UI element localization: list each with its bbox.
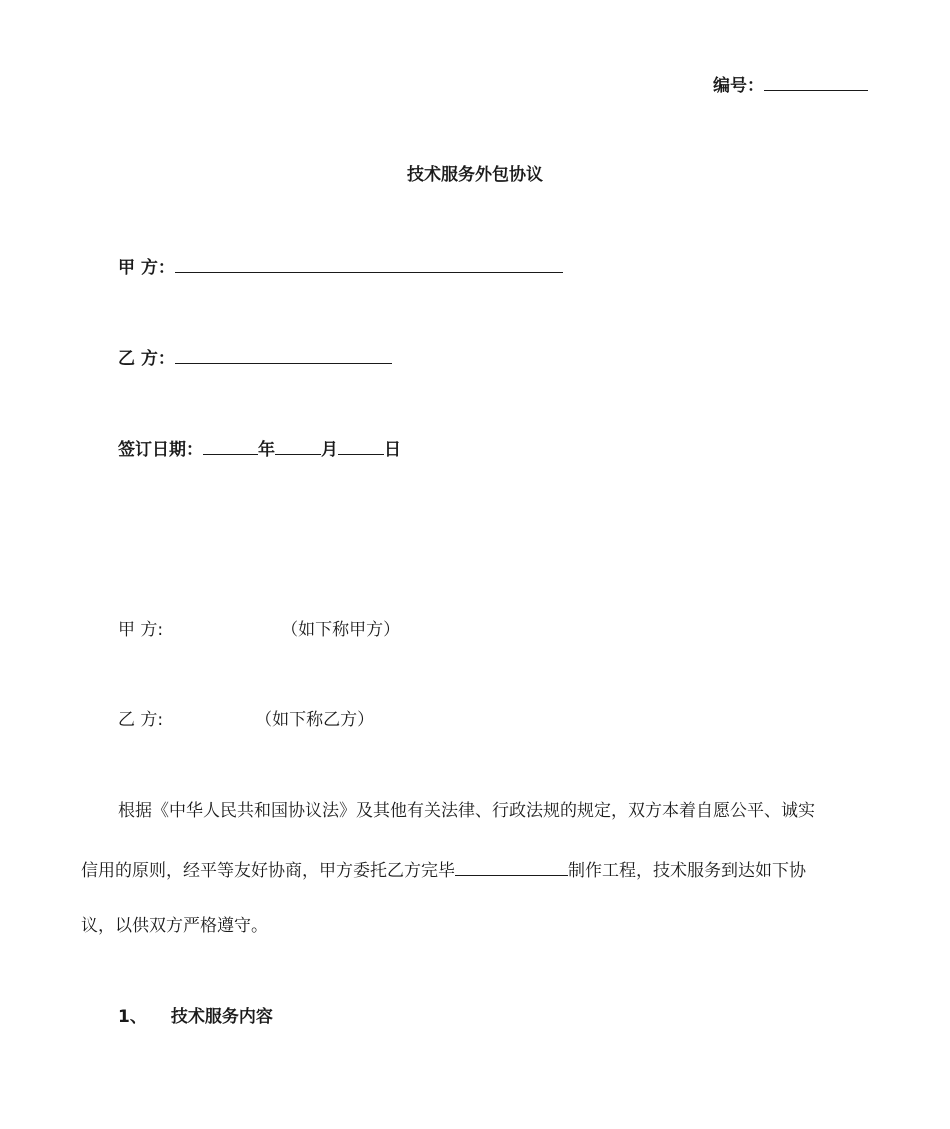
paragraph-line-2 [81, 857, 806, 883]
sign-month-label: 月 [321, 440, 338, 460]
sign-year-blank [203, 436, 258, 455]
party-b-cover-label: 乙 方： [118, 349, 175, 369]
party-a-cover-row [118, 254, 563, 280]
party-b-cover-row [118, 345, 392, 371]
sign-date-label: 签订日期： [118, 440, 203, 460]
sign-date-row [118, 436, 401, 462]
party-a-note: （如下称甲方） [281, 620, 401, 640]
document-title: 技术服务外包协议 [407, 165, 543, 185]
party-b-label: 乙 方: [118, 710, 164, 730]
paragraph-line-3: 议，以供双方严格遵守。 [81, 916, 268, 936]
party-b-cover-blank [175, 345, 392, 364]
paragraph-line-2-start: 信用的原则，经平等友好协商，甲方委托乙方完毕 [81, 861, 455, 881]
party-a-row [118, 618, 400, 642]
serial-number-label: 编号： [713, 76, 764, 96]
sign-month-blank [275, 436, 321, 455]
sign-year-label: 年 [258, 440, 275, 460]
party-a-label: 甲 方: [118, 620, 164, 640]
party-a-cover-label: 甲 方： [118, 258, 175, 278]
party-b-note: （如下称乙方） [255, 710, 375, 730]
section-1-heading [118, 1005, 273, 1029]
sign-day-blank [338, 436, 384, 455]
project-name-blank [455, 857, 568, 876]
paragraph-line-1: 根据《中华人民共和国协议法》及其他有关法律、行政法规的规定，双方本着自愿公平、诚实 [118, 801, 815, 821]
serial-number-row [713, 72, 868, 98]
paragraph-line-2-end: 制作工程，技术服务到达如下协 [568, 861, 806, 881]
party-b-row [118, 708, 374, 732]
party-a-cover-blank [175, 254, 563, 273]
sign-day-label: 日 [384, 440, 401, 460]
section-1-number: 1、 [118, 1007, 147, 1027]
serial-number-blank [764, 72, 868, 91]
section-1-title: 技术服务内容 [170, 1007, 273, 1027]
